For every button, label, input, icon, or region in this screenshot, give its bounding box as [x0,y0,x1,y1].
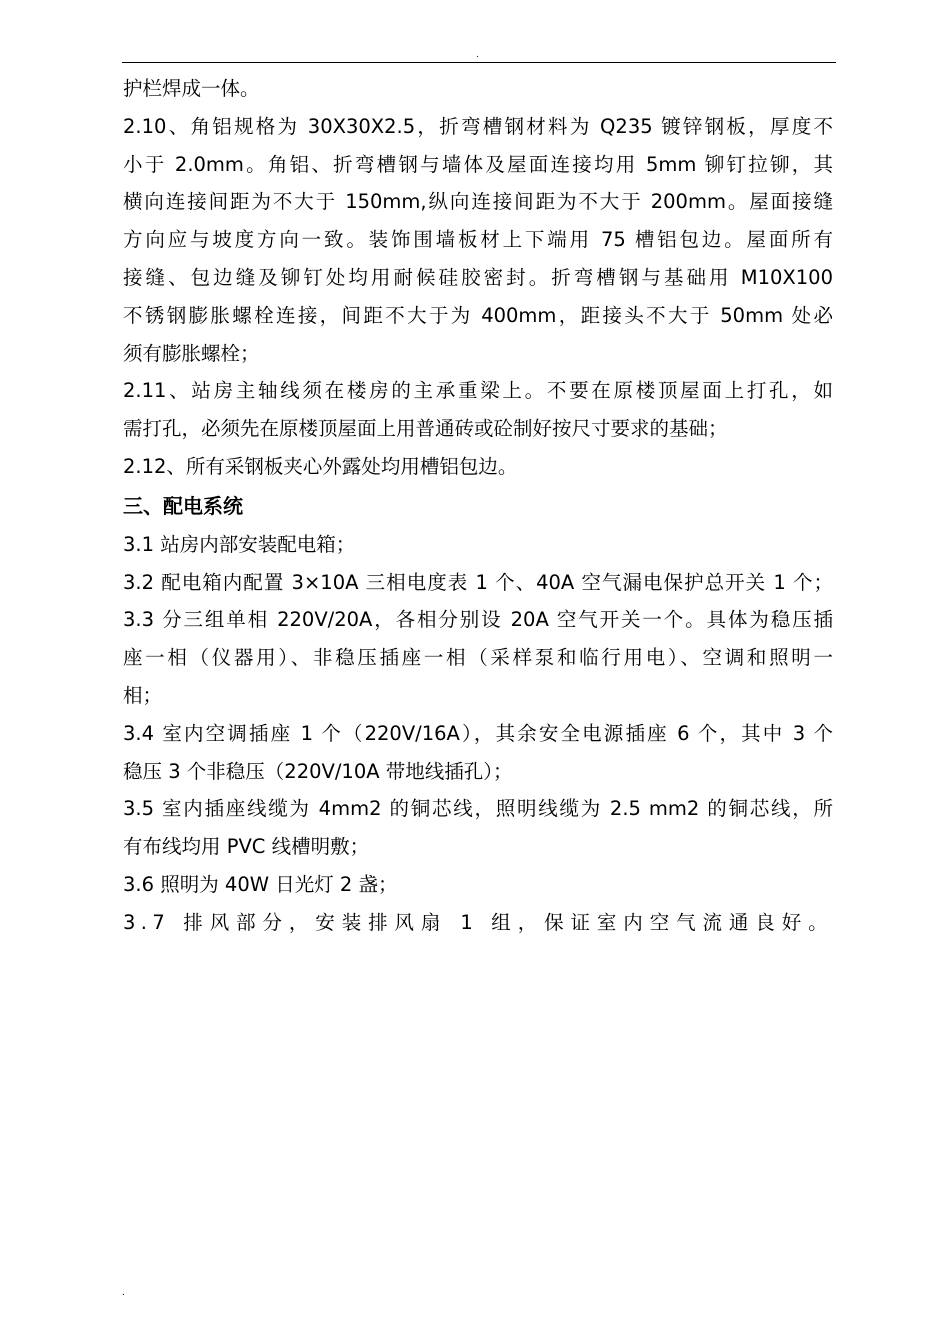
text-line: 稳压 3 个非稳压（220V/10A 带地线插孔）； [123,759,513,783]
footer-mark: . [122,1288,125,1298]
text-line: 3.3 分三组单相 220V/20A，各相分别设 20A 空气开关一个。具体为稳压插 [123,608,833,632]
text-line: 接缝、包边缝及铆钉处均用耐候硅胶密封。折弯槽钢与基础用 M10X100 [123,265,833,289]
text-line: 2.10、角铝规格为 30X30X2.5，折弯槽钢材料为 Q235 镀锌钢板，厚度不 [123,114,833,138]
text-line: 3.5 室内插座线缆为 4mm2 的铜芯线，照明线缆为 2.5 mm2 的铜芯线，所 [123,797,833,821]
text-line: 护栏焊成一体。 [123,77,260,100]
text-line: 3.7 排风部分，安装排风扇 1 组，保证室内空气流通良好。 [123,910,833,934]
text-line: 方向应与坡度方向一致。装饰围墙板材上下端用 75 槽铝包边。屋面所有 [123,228,833,252]
text-line: 座一相（仪器用）、非稳压插座一相（采样泵和临行用电）、空调和照明一 [123,646,833,670]
header-mark: . [476,50,479,60]
text-line: 3.2 配电箱内配置 3×10A 三相电度表 1 个、40A 空气漏电保护总开关 1 个； [123,570,833,594]
text-line: 相； [123,683,163,707]
text-line: 有布线均用 PVC 线槽明敷； [123,835,370,859]
text-line: 横向连接间距为不大于 150mm,纵向连接间距为不大于 200mm。屋面接缝 [123,190,833,214]
document-body [123,70,833,942]
text-line: 不锈钢膨胀螺栓连接，间距不大于为 400mm，距接头不大于 50mm 处必 [123,303,833,327]
header-rule [122,62,836,63]
text-line: 需打孔，必须先在原楼顶屋面上用普通砖或砼制好按尺寸要求的基础； [123,417,728,441]
text-line: 3.6 照明为 40W 日光灯 2 盏； [123,872,398,896]
text-line: 小于 2.0mm。角铝、折弯槽钢与墙体及屋面连接均用 5mm 铆钉拉铆，其 [123,152,833,176]
text-line: 3.4 室内空调插座 1 个（220V/16A），其余安全电源插座 6 个，其中 3 个 [123,721,833,745]
text-line: 3.1 站房内部安装配电箱； [123,532,356,556]
text-line: 2.12、所有采钢板夹心外露处均用槽铝包边。 [123,454,518,478]
section-heading: 三、配电系统 [123,493,243,518]
text-line: 2.11、站房主轴线须在楼房的主承重梁上。不要在原楼顶屋面上打孔，如 [123,379,833,403]
text-line: 须有膨胀螺栓； [123,341,260,365]
